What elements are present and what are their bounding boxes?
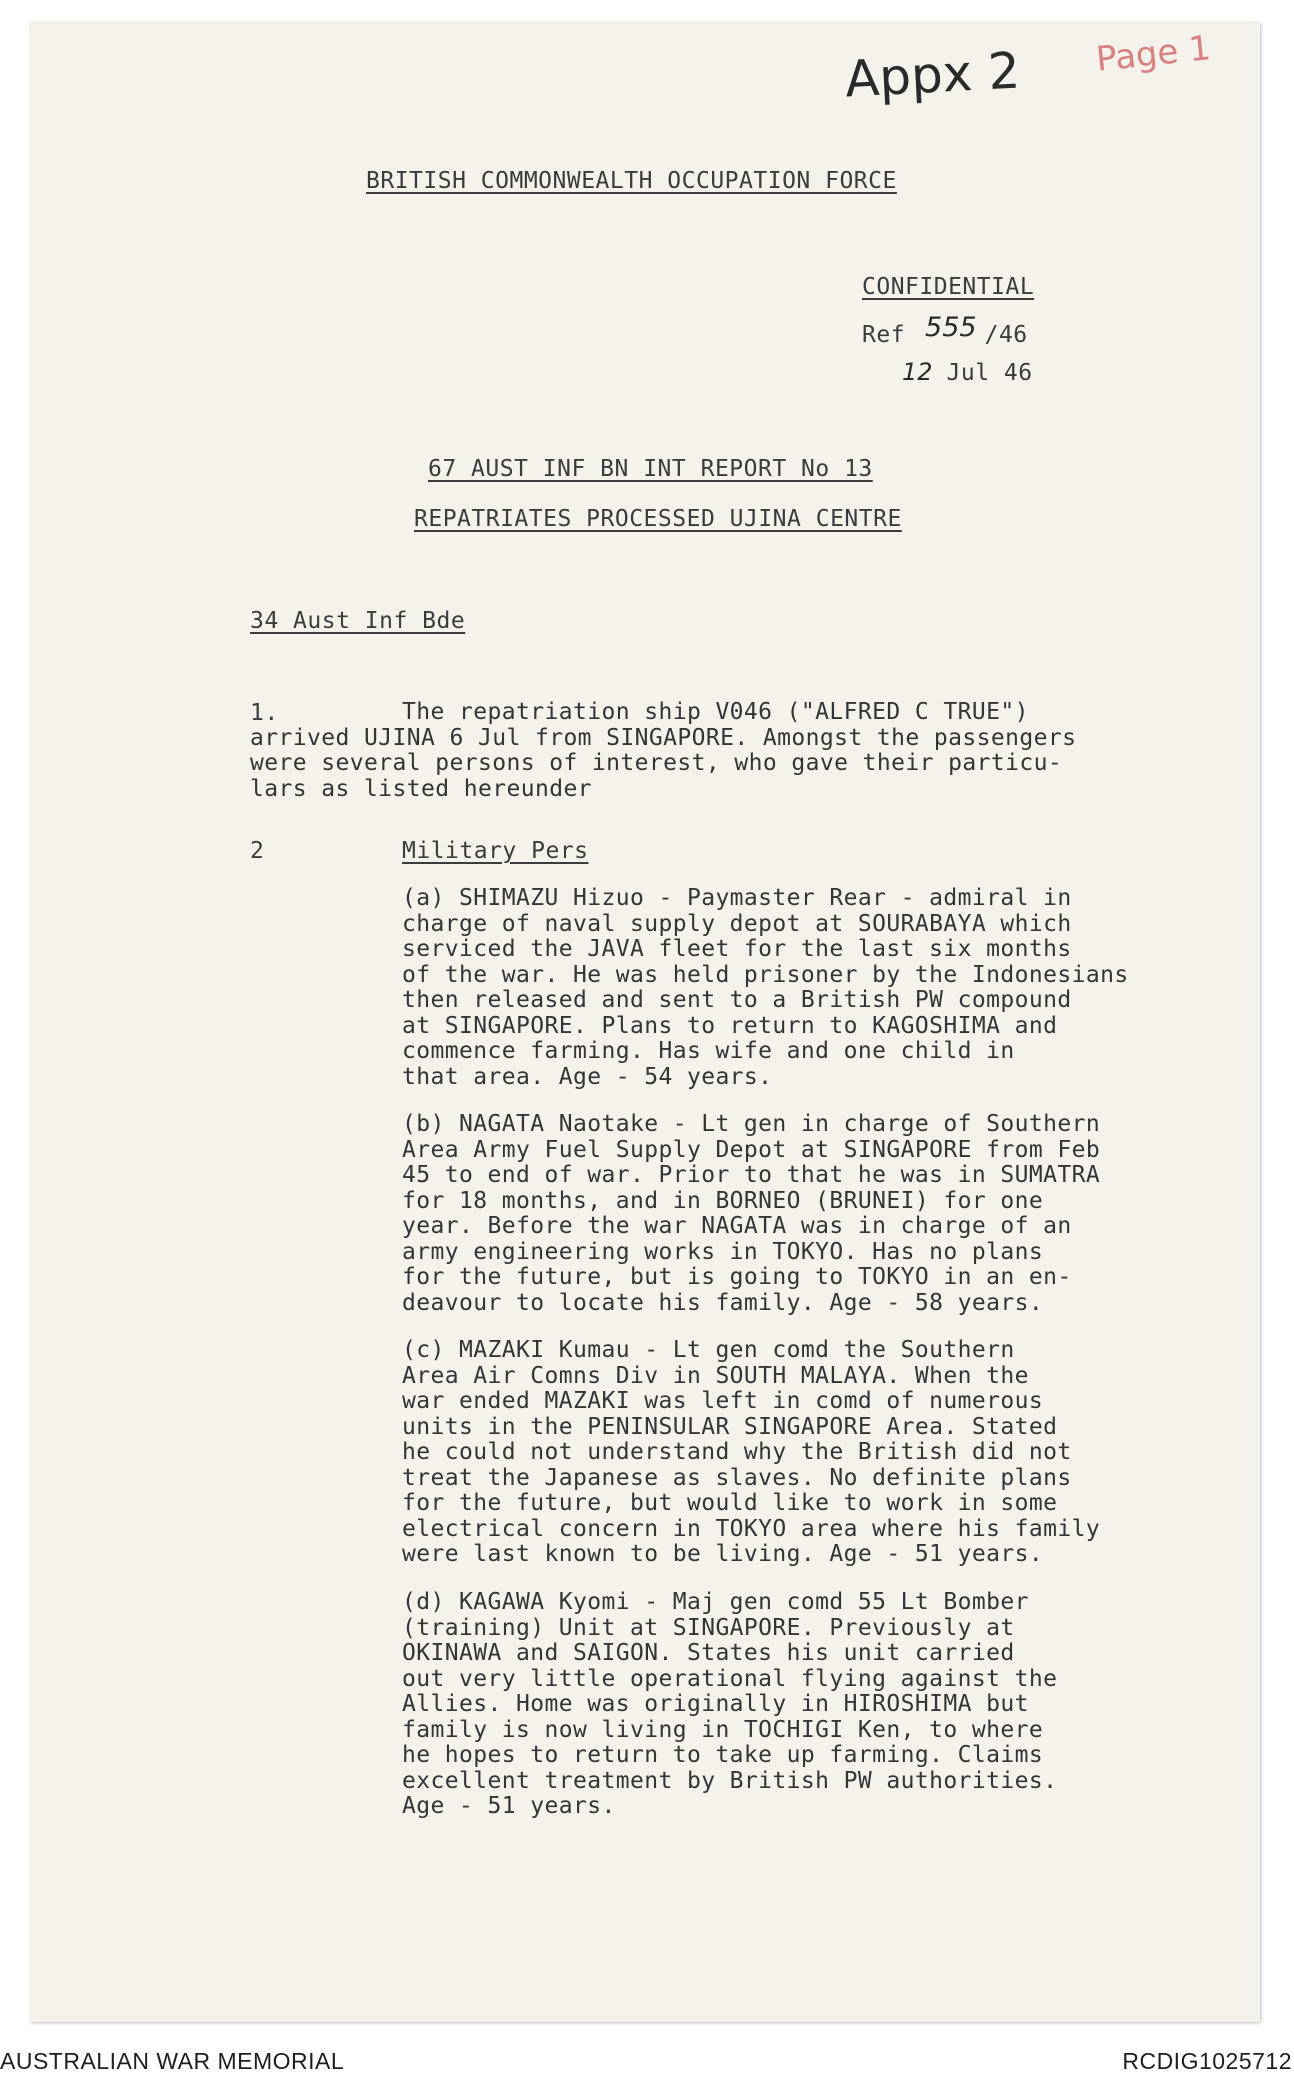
organisation-heading: BRITISH COMMONWEALTH OCCUPATION FORCE	[366, 168, 897, 194]
entry-a: (a) SHIMAZU Hizuo - Paymaster Rear - admiral in charge of naval supply depot at SOURABAYA which serviced the JAVA fleet for the last six months of the war. He was held prisoner by the Indonesians then released and sent to a British PW compound at SINGAPORE. Plans to return to KAGOSHIMA and commence farming. Has wife and one child in that area. Age - 54 years.	[402, 885, 1129, 1090]
date-line	[902, 358, 1033, 386]
appendix-annotation: Appx 2	[843, 41, 1022, 109]
paragraph-1-text: The repatriation ship V046 ("ALFRED C TRUE") arrived UJINA 6 Jul from SINGAPORE. Amongst the passengers were several persons of interest, who gave their particu- lars as listed hereunder	[250, 699, 1077, 802]
footer-id: RCDIG1025712	[1122, 2048, 1292, 2074]
entry-c: (c) MAZAKI Kumau - Lt gen comd the Southern Area Air Comns Div in SOUTH MALAYA. When the war ended MAZAKI was left in comd of numerous units in the PENINSULAR SINGAPORE Area. Stated he could not understand why the British did not treat the Japanese as slaves. No definite plans for the future, but would like to work in some electrical concern in TOKYO area where his family were last known to be living. Age - 51 years.	[402, 1337, 1101, 1567]
paragraph-1-number: 1.	[250, 700, 279, 726]
reference-number: 555	[925, 312, 977, 343]
reference-suffix: /46	[984, 322, 1028, 348]
paragraph-2-number: 2	[250, 838, 265, 864]
classification-label: CONFIDENTIAL	[862, 274, 1035, 300]
page-annotation: Page 1	[1094, 28, 1213, 80]
reference-label: Ref	[862, 322, 906, 348]
reference-line	[862, 312, 1028, 349]
addressee: 34 Aust Inf Bde	[250, 608, 466, 634]
date-month-year: Jul 46	[946, 360, 1033, 386]
footer-source: AUSTRALIAN WAR MEMORIAL	[0, 2048, 345, 2074]
paragraph-2-heading: Military Pers	[402, 838, 589, 864]
entry-d: (d) KAGAWA Kyomi - Maj gen comd 55 Lt Bomber (training) Unit at SINGAPORE. Previously at OKINAWA and SAIGON. States his unit carried out very little operational flying against the Allies. Home was originally in HIROSHIMA but family is now living in TOCHIGI Ken, to where he hopes to return to take up farming. Claims excellent treatment by British PW authorities. Age - 51 years.	[402, 1589, 1058, 1819]
report-subtitle: REPATRIATES PROCESSED UJINA CENTRE	[414, 506, 902, 532]
entry-b: (b) NAGATA Naotake - Lt gen in charge of Southern Area Army Fuel Supply Depot at SINGAPORE from Feb 45 to end of war. Prior to that he was in SUMATRA for 18 months, and in BORNEO (BRUNEI) for one year. Before the war NAGATA was in charge of an army engineering works in TOKYO. Has no plans for the future, but is going to TOKYO in an en- deavour to locate his family. Age - 58 years.	[402, 1111, 1101, 1316]
report-title: 67 AUST INF BN INT REPORT No 13	[428, 456, 873, 482]
date-day: 12	[902, 358, 933, 386]
